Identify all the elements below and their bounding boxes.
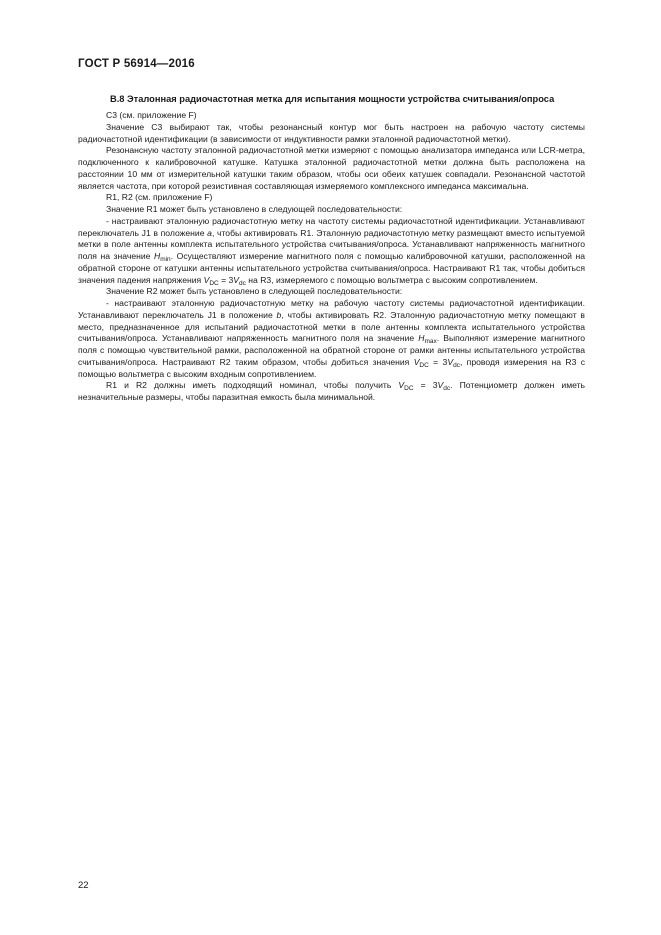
r1-intro: Значение R1 может быть установлено в следующей последовательности: — [106, 204, 403, 214]
position-b: b — [276, 309, 282, 320]
section-title: B.8 Эталонная радиочастотная метка для испытания мощности устройства считывания/опроса — [110, 94, 555, 104]
c3-label: C3 (см. приложение F) — [106, 110, 197, 120]
r1-procedure-paragraph: - настраивают эталонную радиочастотную метку на частоту системы радиочастотной идентификации. Устанавливают переключатель J1 в положение a, чтобы активировать R1. Эталонную радиочастотную метку размещают вместо испытуемой метки в поле антенны комплекта испытательного устройства считывания/опроса. Устанавливают напряженность магнитного поля на значение $H_{min}$. Осуществляют измерение магнитного поля с помощью калибровочной катушки, расположенной на обратной стороне от катушки антенны испытательного устройства считывания/опроса. Настраивают R1 так, чтобы добиться значения падения напряжения $V_{DC} = 3V_{dc}$ на R3, измеряемого с помощью вольтметра с высоким сопротивлением. — [78, 215, 585, 287]
body-text — [78, 110, 585, 404]
position-a: a — [207, 227, 212, 238]
c3-paragraph: Значение C3 выбирают так, чтобы резонансный контур мог быть настроен на рабочую частоту системы радиочастотной идентификации (в зависимости от индуктивности рамки эталонной радиочастотной метки). — [78, 121, 585, 144]
r2-procedure-paragraph: - настраивают эталонную радиочастотную метку на рабочую частоту системы радиочастотной идентификации. Устанавливают переключатель J1 в положение b, чтобы активировать R2. Эталонную радиочастотную метку помещают в место, предназначенное для испытаний радиочастотной метки в поле антенны комплекта испытательного устройства считывания/опроса. Устанавливают напряженность магнитного поля на значение $H_{max}$. Выполняют измерение магнитного поля с помощью чувствительной рамки, расположенной на обратной стороне от рамки антенны испытательного устройства считывания/опроса. Настраивают R2 таким образом, чтобы добиться значения $V_{DC} = 3V_{dc}$, проводя измерения на R3 с помощью вольтметра с высоким входным сопротивлением. — [78, 298, 586, 379]
r2-intro: Значение R2 может быть установлено в следующей последовательности: — [106, 286, 403, 297]
final-paragraph: R1 и R2 должны иметь подходящий номинал, чтобы получить $V_{DC} = 3V_{dc}$. Потенциометр должен иметь незначительные размеры, чтобы паразитная емкость была минимальной. — [78, 380, 586, 402]
r1r2-label: R1, R2 (см. приложение F) — [106, 192, 213, 203]
resonance-paragraph: Резонансную частоту эталонной радиочастотной метки измеряют с помощью анализатора импеданса или LCR-метра, подключенного к калибровочной катушке. Катушка эталонной радиочастотной метки должна быть расположена на расстоянии 10 мм от измерительной катушки таким образом, чтобы оси обеих катушек совпадали. Резонансной частотой является частота, при которой резистивная составляющая измеряемого комплексного импеданса максимальна. — [78, 145, 585, 191]
standard-header: ГОСТ Р 56914—2016 — [78, 58, 195, 70]
page-number: 22 — [78, 880, 89, 891]
